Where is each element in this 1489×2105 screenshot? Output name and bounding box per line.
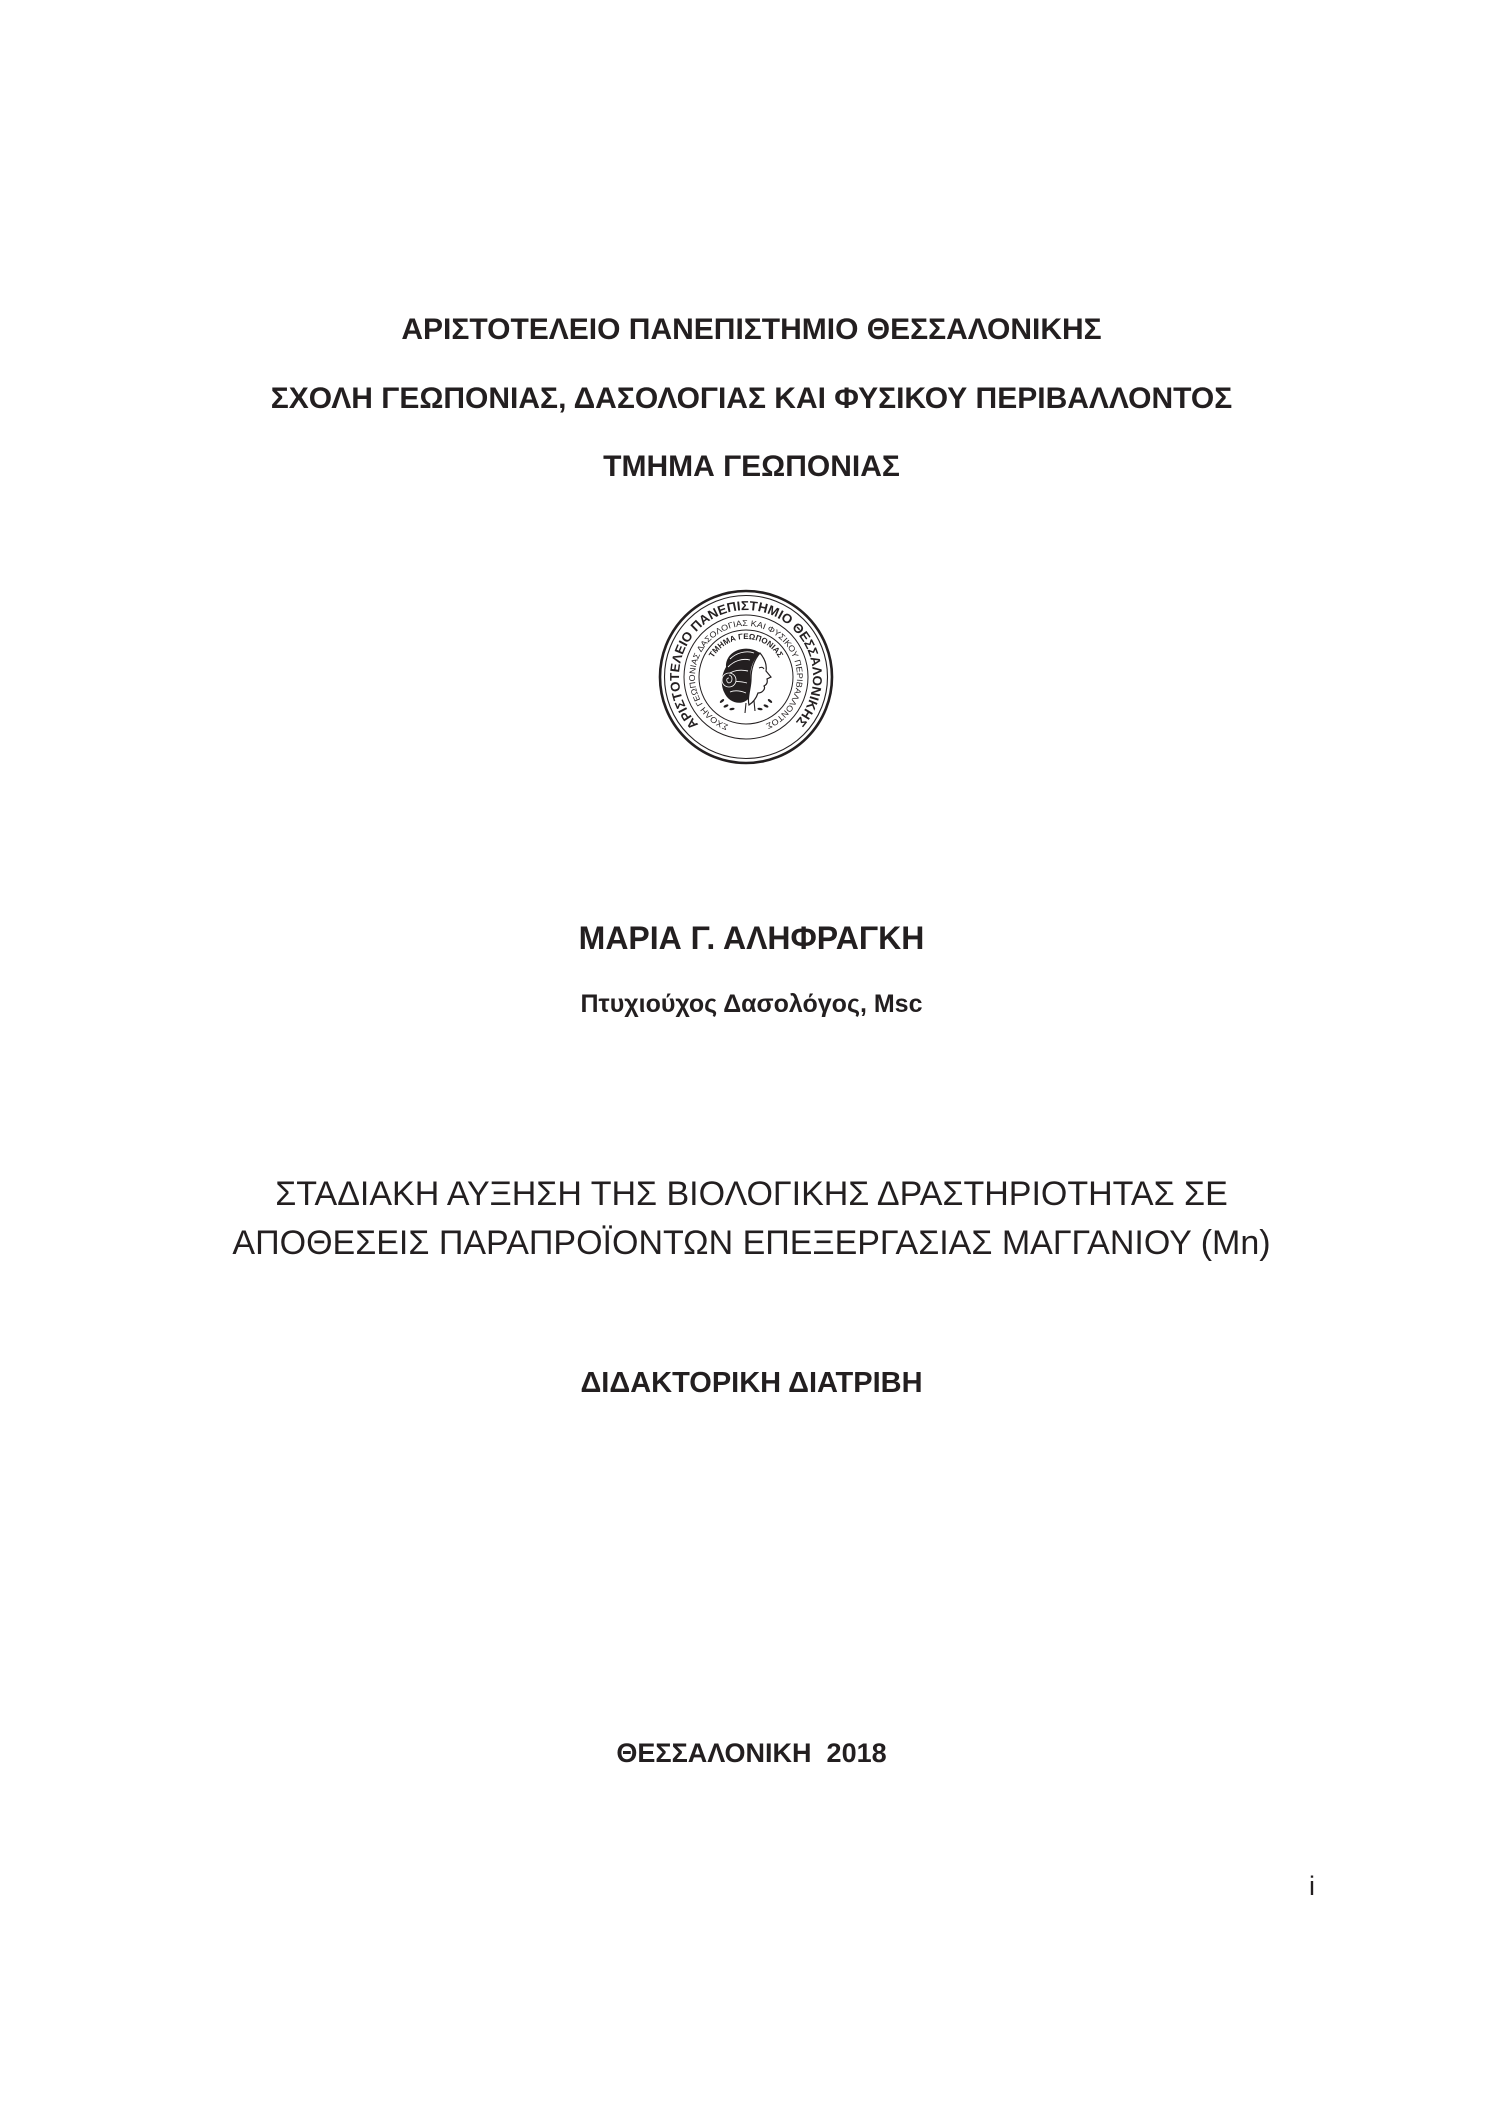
thesis-title — [14, 1170, 1489, 1268]
thesis-title-line-1: ΣΤΑΔΙΑΚΗ ΑΥΞΗΣΗ ΤΗΣ ΒΙΟΛΟΓΙΚΗΣ ΔΡΑΣΤΗΡΙΟΤΗΤΑΣ ΣΕ — [275, 1175, 1228, 1213]
author-name: ΜΑΡΙΑ Γ. ΑΛΗΦΡΑΓΚΗ — [578, 920, 925, 956]
document-type: ΔΙΔΑΚΤΟΡΙΚΗ ΔΙΑΤΡΙΒΗ — [580, 1367, 923, 1399]
page-number: i — [1309, 1871, 1315, 1901]
university-seal — [656, 587, 836, 767]
thesis-title-line-2: ΑΠΟΘΕΣΕΙΣ ΠΑΡΑΠΡΟΪΟΝΤΩΝ ΕΠΕΞΕΡΓΑΣΙΑΣ ΜΑΓΓΑΝΙΟΥ (Mn) — [232, 1224, 1271, 1262]
seal-inner-text: ΤΜΗΜΑ ΓΕΩΠΟΝΙΑΣ — [707, 632, 785, 660]
university-name: ΑΡΙΣΤΟΤΕΛΕΙΟ ΠΑΝΕΠΙΣΤΗΜΙΟ ΘΕΣΣΑΛΟΝΙΚΗΣ — [401, 313, 1102, 346]
seal-outer-text: ΑΡΙΣΤΟΤΕΛΕΙΟ ΠΑΝΕΠΙΣΤΗΜΙΟ ΘΕΣΣΑΛΟΝΙΚΗΣ — [666, 597, 826, 733]
place-and-year: ΘΕΣΣΑΛΟΝΙΚΗ 2018 — [616, 1738, 887, 1768]
seal-portrait-icon — [719, 649, 773, 713]
department-name: ΤΜΗΜΑ ΓΕΩΠΟΝΙΑΣ — [603, 450, 900, 483]
author-credentials: Πτυχιούχος Δασολόγος, Msc — [580, 990, 923, 1018]
seal-middle-text: ΣΧΟΛΗ ΓΕΩΠΟΝΙΑΣ ΔΑΣΟΛΟΓΙΑΣ ΚΑΙ ΦΥΣΙΚΟΥ ΠΕΡΙΒΑΛΛΟΝΤΟΣ — [686, 617, 806, 733]
school-name: ΣΧΟΛΗ ΓΕΩΠΟΝΙΑΣ, ΔΑΣΟΛΟΓΙΑΣ ΚΑΙ ΦΥΣΙΚΟΥ ΠΕΡΙΒΑΛΛΟΝΤΟΣ — [270, 382, 1233, 415]
